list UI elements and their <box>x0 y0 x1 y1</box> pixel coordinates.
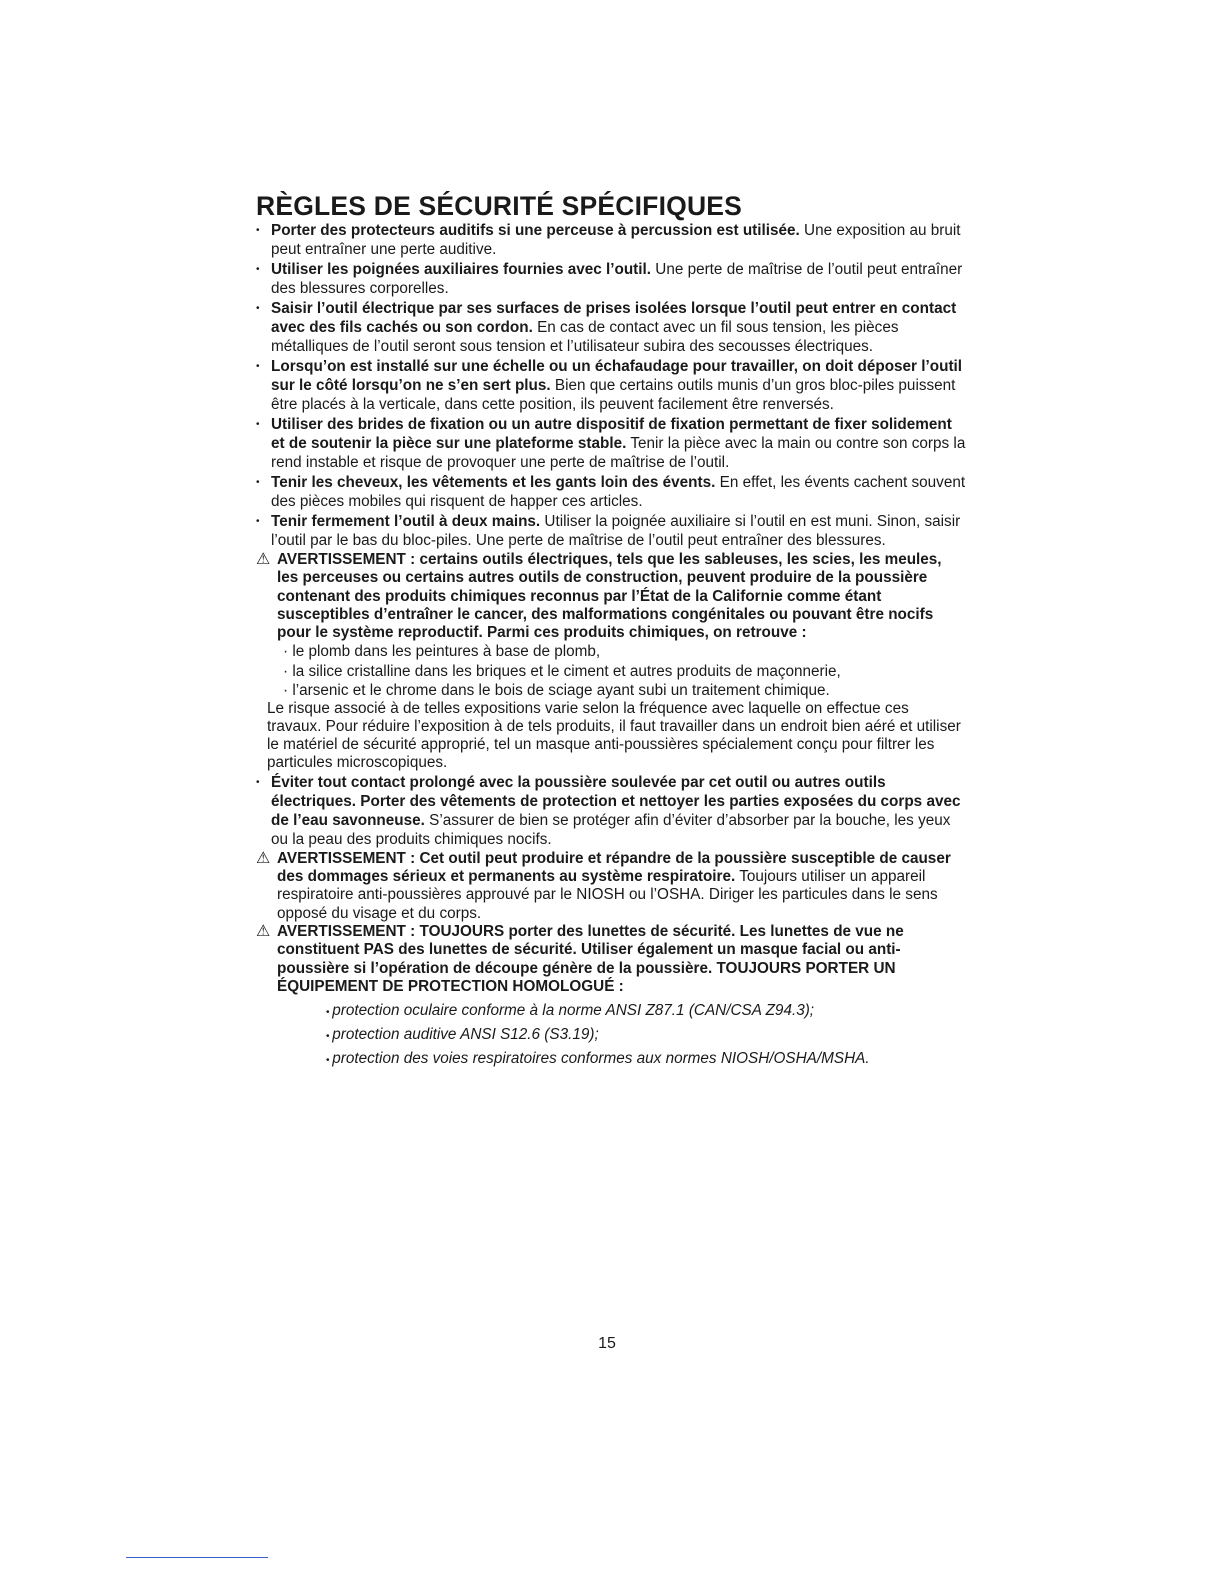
list-item <box>256 299 966 357</box>
list-item <box>256 221 966 259</box>
document-page <box>256 193 966 1072</box>
list-item: • protection auditive ANSI S12.6 (S3.19); <box>326 1024 966 1048</box>
bullet-lead: Porter des protecteurs auditifs si une perceuse à percussion est utilisée. <box>271 222 800 239</box>
bullet-text: Une exposition au bruit peut entraîner une perte auditive. <box>271 222 961 259</box>
warning-text: AVERTISSEMENT : TOUJOURS porter des lunettes de sécurité. Les lunettes de vue ne constituent PAS des lunettes de sécurité. Utiliser également un masque facial ou anti-poussière si l’opération de découpe génère de la poussière. TOUJOURS PORTER UN ÉQUIPEMENT DE PROTECTION HOMOLOGUÉ : <box>277 923 904 995</box>
footer-divider <box>126 1557 268 1558</box>
warning-detail: Toujours utiliser un appareil respiratoire anti-poussières approuvé par le NIOSH ou l’OSHA. Diriger les particules dans le sens opposé du visage et du corps. <box>277 868 938 922</box>
bullet-text: S’assurer de bien se protéger afin d’éviter d’absorber par la bouche, les yeux ou la peau des produits chimiques nocifs. <box>271 811 951 849</box>
list-item <box>256 773 966 850</box>
risk-paragraph: Le risque associé à de telles expositions varie selon la fréquence avec laquelle on effectue ces travaux. Pour réduire l’exposition à de tels produits, il faut travailler dans un endroit bien aéré et utiliser le matériel de sécurité approprié, tel un masque anti-poussières spécialement conçu pour filtrer les particules microscopiques. <box>267 700 961 771</box>
bullet-text: En effet, les évents cachent souvent des pièces mobiles qui risquent de happer ces articles. <box>271 474 966 511</box>
bullet-text: Bien que certains outils munis d’un gros bloc-piles puissent être placés à la verticale, dans cette position, ils peuvent facilement être renversés. <box>271 377 956 414</box>
warning-text: AVERTISSEMENT : certains outils électriques, tels que les sableuses, les scies, les meules, les perceuses ou certains autres outils de construction, peuvent produire de la poussière contenant des produits chimiques reconnus par l’État de la Californie comme étant susceptibles d’entraîner le cancer, des malformations congénitales ou pouvant être nocifs pour le système reproductif. Parmi ces produits chimiques, on retrouve : <box>277 550 942 642</box>
warning-icon: ⚠ <box>256 849 271 867</box>
bullet-text: Tenir la pièce avec la main ou contre son corps la rend instable et risque de provoquer une perte de maîtrise de l’outil. <box>271 435 966 472</box>
list-item: · le plomb dans les peintures à base de plomb, <box>283 642 966 661</box>
warning-icon: ⚠ <box>256 550 271 568</box>
bullet-lead: Utiliser des brides de fixation ou un autre dispositif de fixation permettant de fixer solidement et de soutenir la pièce sur une plateforme stable. <box>271 416 952 453</box>
list-item: · la silice cristalline dans les briques et le ciment et autres produits de maçonnerie, <box>283 662 966 681</box>
chemical-list <box>256 642 966 700</box>
list-item <box>256 415 966 473</box>
list-item <box>256 512 966 550</box>
warning-icon: ⚠ <box>256 923 271 941</box>
ppe-list <box>256 1000 966 1071</box>
bullet-lead: Tenir les cheveux, les vêtements et les gants loin des évents. <box>271 474 716 492</box>
bullet-text: En cas de contact avec un fil sous tension, les pièces métalliques de l’outil seront sous tension et l’utilisateur subira des secousses électriques. <box>271 319 899 356</box>
list-item <box>256 357 966 415</box>
warning-california <box>256 551 966 642</box>
warning-respiratory <box>256 850 966 923</box>
list-item: · l’arsenic et le chrome dans le bois de sciage ayant subi un traitement chimique. <box>283 681 966 700</box>
bullet-lead: Éviter tout contact prolongé avec la poussière soulevée par cet outil ou autres outils électriques. Porter des vêtements de protection et nettoyer les parties exposées du corps avec de l’eau savonneuse. <box>271 773 961 829</box>
list-item: • protection des voies respiratoires conformes aux normes NIOSH/OSHA/MSHA. <box>326 1048 966 1072</box>
list-item <box>256 260 966 298</box>
bullet-text: Une perte de maîtrise de l’outil peut entraîner des blessures corporelles. <box>271 260 963 298</box>
warning-eye-protection <box>256 923 966 996</box>
bullet-lead: Tenir fermement l’outil à deux mains. <box>271 513 541 531</box>
bullet-lead: Saisir l’outil électrique par ses surfaces de prises isolées lorsque l’outil peut entrer en contact avec des fils cachés ou son cordon. <box>271 299 957 337</box>
page-number: 15 <box>598 1335 616 1352</box>
page-title: RÈGLES DE SÉCURITÉ SPÉCIFIQUES <box>256 191 743 221</box>
bullet-text: Utiliser la poignée auxiliaire si l’outil en est muni. Sinon, saisir l’outil par le bas du bloc-piles. Une perte de maîtrise de l’outil peut entraîner des blessures. <box>271 513 961 550</box>
list-item <box>256 473 966 511</box>
bullet-lead: Lorsqu’on est installé sur une échelle ou un échafaudage pour travailler, on doit déposer l’outil sur le côté lorsqu’on ne s’en sert plus. <box>271 357 963 395</box>
warning-text: AVERTISSEMENT : Cet outil peut produire et répandre de la poussière susceptible de causer des dommages sérieux et permanents au système respiratoire. <box>277 849 951 886</box>
list-item: • protection oculaire conforme à la norme ANSI Z87.1 (CAN/CSA Z94.3); <box>326 1000 966 1024</box>
bullet-lead: Utiliser les poignées auxiliaires fournies avec l’outil. <box>271 260 652 278</box>
